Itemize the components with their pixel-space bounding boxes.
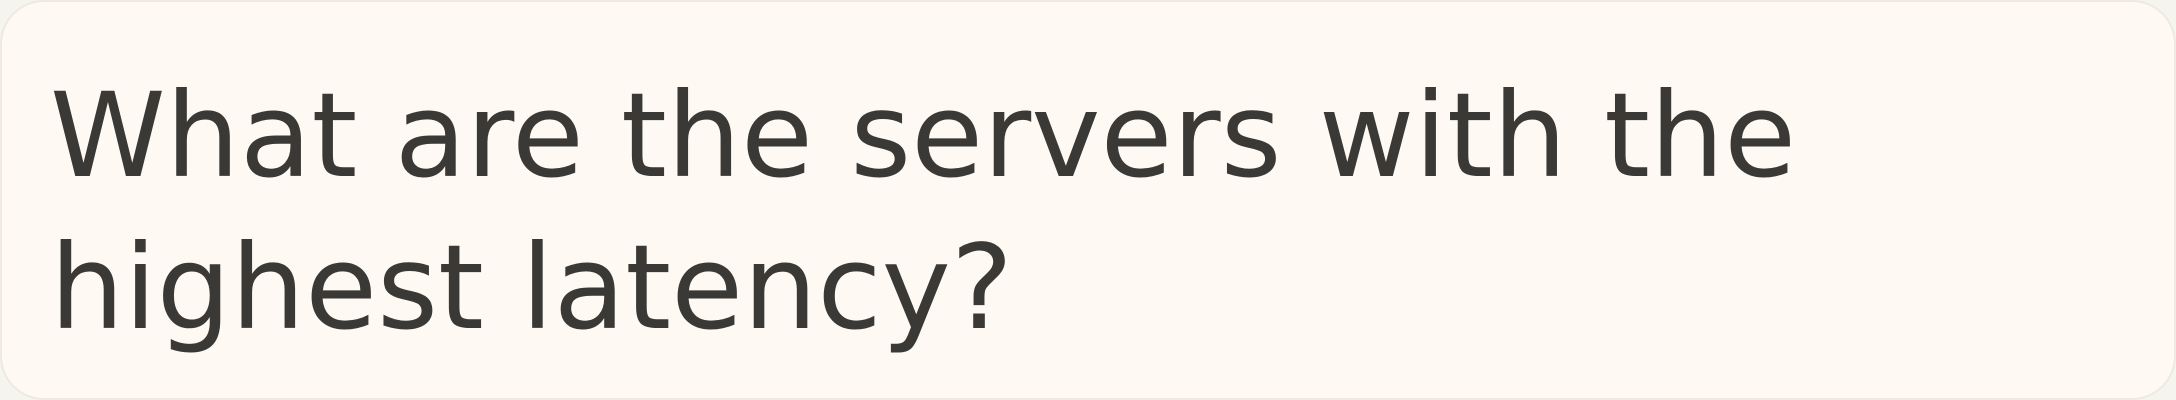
user-message-text: What are the servers with the highest latency? xyxy=(50,67,1797,356)
